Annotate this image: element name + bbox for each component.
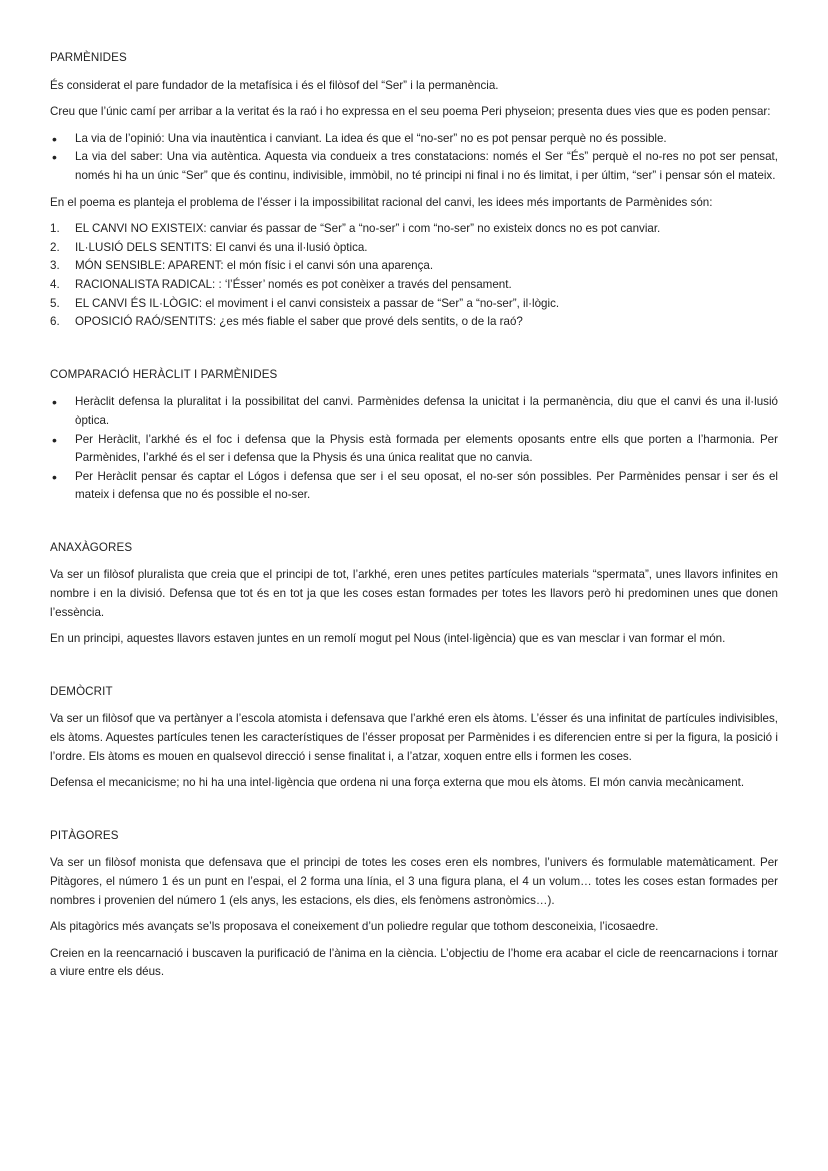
list-item (50, 276, 778, 295)
bullet-marker: • (52, 130, 57, 147)
paragraph: Va ser un filòsof que va pertànyer a l’escola atomista i defensava que l’arkhé eren els àtoms. L’ésser és una infinitat de partícules indivisibles, els àtoms. Aquestes partícules tenen les característiques de l’ésser proposat per Parmènides i es diferencien entre si per la figura, la posició i l’ordre. Els àtoms es mouen en qualsevol direcció i sense finalitat i, a l’atzar, xoquen entre ells i formen les coses. (50, 712, 778, 763)
bullet-list (50, 130, 778, 186)
section-heading: PITÀGORES (50, 828, 119, 842)
paragraph: Als pitagòrics més avançats se’ls proposava el coneixement d’un poliedre regular que tothom desconeixia, l’icosaedre. (50, 920, 659, 934)
list-number: 2. (50, 240, 60, 254)
list-item (50, 313, 778, 332)
paragraph: Va ser un filòsof pluralista que creia que el principi de tot, l’arkhé, eren unes petites partícules materials “spermata”, unes llavors infinites en nombre i en la divisió. Defensa que tot és en tot ja que les coses estan formades per totes les llavors però hi predominen unes que donen l’essència. (50, 568, 778, 619)
list-item (50, 239, 778, 258)
list-number: 4. (50, 277, 60, 291)
section-heading: PARMÈNIDES (50, 51, 127, 64)
paragraph: En un principi, aquestes llavors estaven juntes en un remolí mogut pel Nous (intel·ligència) que es van mesclar i van formar el món. (50, 632, 726, 646)
section-pythagoras (50, 827, 778, 982)
list-item-text: Per Heràclit, l’arkhé és el foc i defensa que la Physis està formada per elements oposants entre ells que porten a l’harmonia. Per Parmènides, l’arkhé és el ser i defensa que la Physis és una única realitat que no canvia. (75, 432, 778, 465)
list-item (50, 393, 778, 430)
paragraph: Creien en la reencarnació i buscaven la purificació de l’ànima en la ciència. L’objectiu de l’home era acabar el cicle de reencarnacions i tornar a viure entre els déus. (50, 946, 778, 979)
section-comparison (50, 366, 778, 505)
section-anaxagoras (50, 539, 778, 649)
section-heading: DEMÒCRIT (50, 684, 113, 698)
section-heading: ANAXÀGORES (50, 540, 133, 554)
list-item-text: EL CANVI NO EXISTEIX: canviar és passar de “Ser” a “no-ser” i com “no-ser” no existeix doncs no es pot canviar. (75, 222, 661, 236)
list-item (50, 295, 778, 314)
list-item-text: La via del saber: Una via autèntica. Aquesta via condueix a tres constatacions: només el Ser “És” perquè el no-res no pot ser pensat, només hi ha un únic “Ser” que és continu, indivisible, immòbil, no té principi ni final i no és limitat, i per últim, “ser” i pensar són el mateix. (75, 150, 778, 182)
section-parmenides (50, 49, 778, 332)
list-item-text: La via de l’opinió: Una via inautèntica i canviant. La idea és que el “no-ser” no es pot pensar perquè no és possible. (75, 131, 667, 145)
list-number: 1. (50, 222, 60, 236)
numbered-list (50, 220, 778, 332)
list-number: 5. (50, 296, 60, 310)
section-heading: COMPARACIÓ HERÀCLIT I PARMÈNIDES (50, 367, 278, 381)
list-item (50, 148, 778, 185)
list-item (50, 257, 778, 276)
document-page (50, 49, 778, 990)
list-item-text: Per Heràclit pensar és captar el Lógos i defensa que ser i el seu oposat, el no-ser són possibles. Per Parmènides pensar i ser és el mateix i defensa que no és possible el no-ser. (75, 469, 778, 502)
bullet-marker: • (52, 149, 57, 166)
bullet-marker: • (52, 431, 57, 448)
paragraph: És considerat el pare fundador de la metafísica i és el filòsof del “Ser” i la permanència. (50, 78, 499, 92)
list-item-text: OPOSICIÓ RAÓ/SENTITS: ¿es més fiable el saber que prové dels sentits, o de la raó? (75, 315, 523, 329)
list-number: 3. (50, 259, 60, 273)
list-item-text: Heràclit defensa la pluralitat i la possibilitat del canvi. Parmènides defensa la unicitat i la permanència, diu que el canvi és una il·lusió òptica. (75, 395, 778, 427)
list-item-text: MÓN SENSIBLE: APARENT: el món físic i el canvi són una aparença. (75, 259, 434, 273)
list-item (50, 468, 778, 505)
list-item (50, 130, 778, 149)
list-item-text: EL CANVI ÉS IL·LÒGIC: el moviment i el canvi consisteix a passar de “Ser” a “no-ser”, il·lògic. (75, 296, 560, 310)
bullet-marker: • (52, 394, 57, 411)
bullet-marker: • (52, 468, 57, 485)
paragraph: En el poema es planteja el problema de l’ésser i la impossibilitat racional del canvi, les idees més importants de Parmènides són: (50, 195, 713, 209)
bullet-list (50, 393, 778, 505)
list-item-text: RACIONALISTA RADICAL: : ‘l’Ésser’ només es pot conèixer a través del pensament. (75, 277, 512, 291)
list-item (50, 220, 778, 239)
paragraph: Creu que l’únic camí per arribar a la veritat és la raó i ho expressa en el seu poema Peri physeion; presenta dues vies que es poden pensar: (50, 105, 771, 119)
list-item (50, 431, 778, 468)
paragraph: Va ser un filòsof monista que defensava que el principi de totes les coses eren els nombres, l’univers és formulable matemàticament. Per Pitàgores, el número 1 és un punt en l’espai, el 2 forma una línia, el 3 una figura plana, el 4 un volum… totes les coses estan formades per nombres i provenien del número 1 (els anys, les estacions, els dies, els fenòmens astronòmics…). (50, 856, 778, 907)
paragraph: Defensa el mecanicisme; no hi ha una intel·ligència que ordena ni una força externa que mou els àtoms. El món canvia mecànicament. (50, 776, 745, 790)
section-democritus (50, 683, 778, 793)
list-item-text: IL·LUSIÓ DELS SENTITS: El canvi és una il·lusió òptica. (75, 240, 368, 254)
list-number: 6. (50, 315, 60, 329)
